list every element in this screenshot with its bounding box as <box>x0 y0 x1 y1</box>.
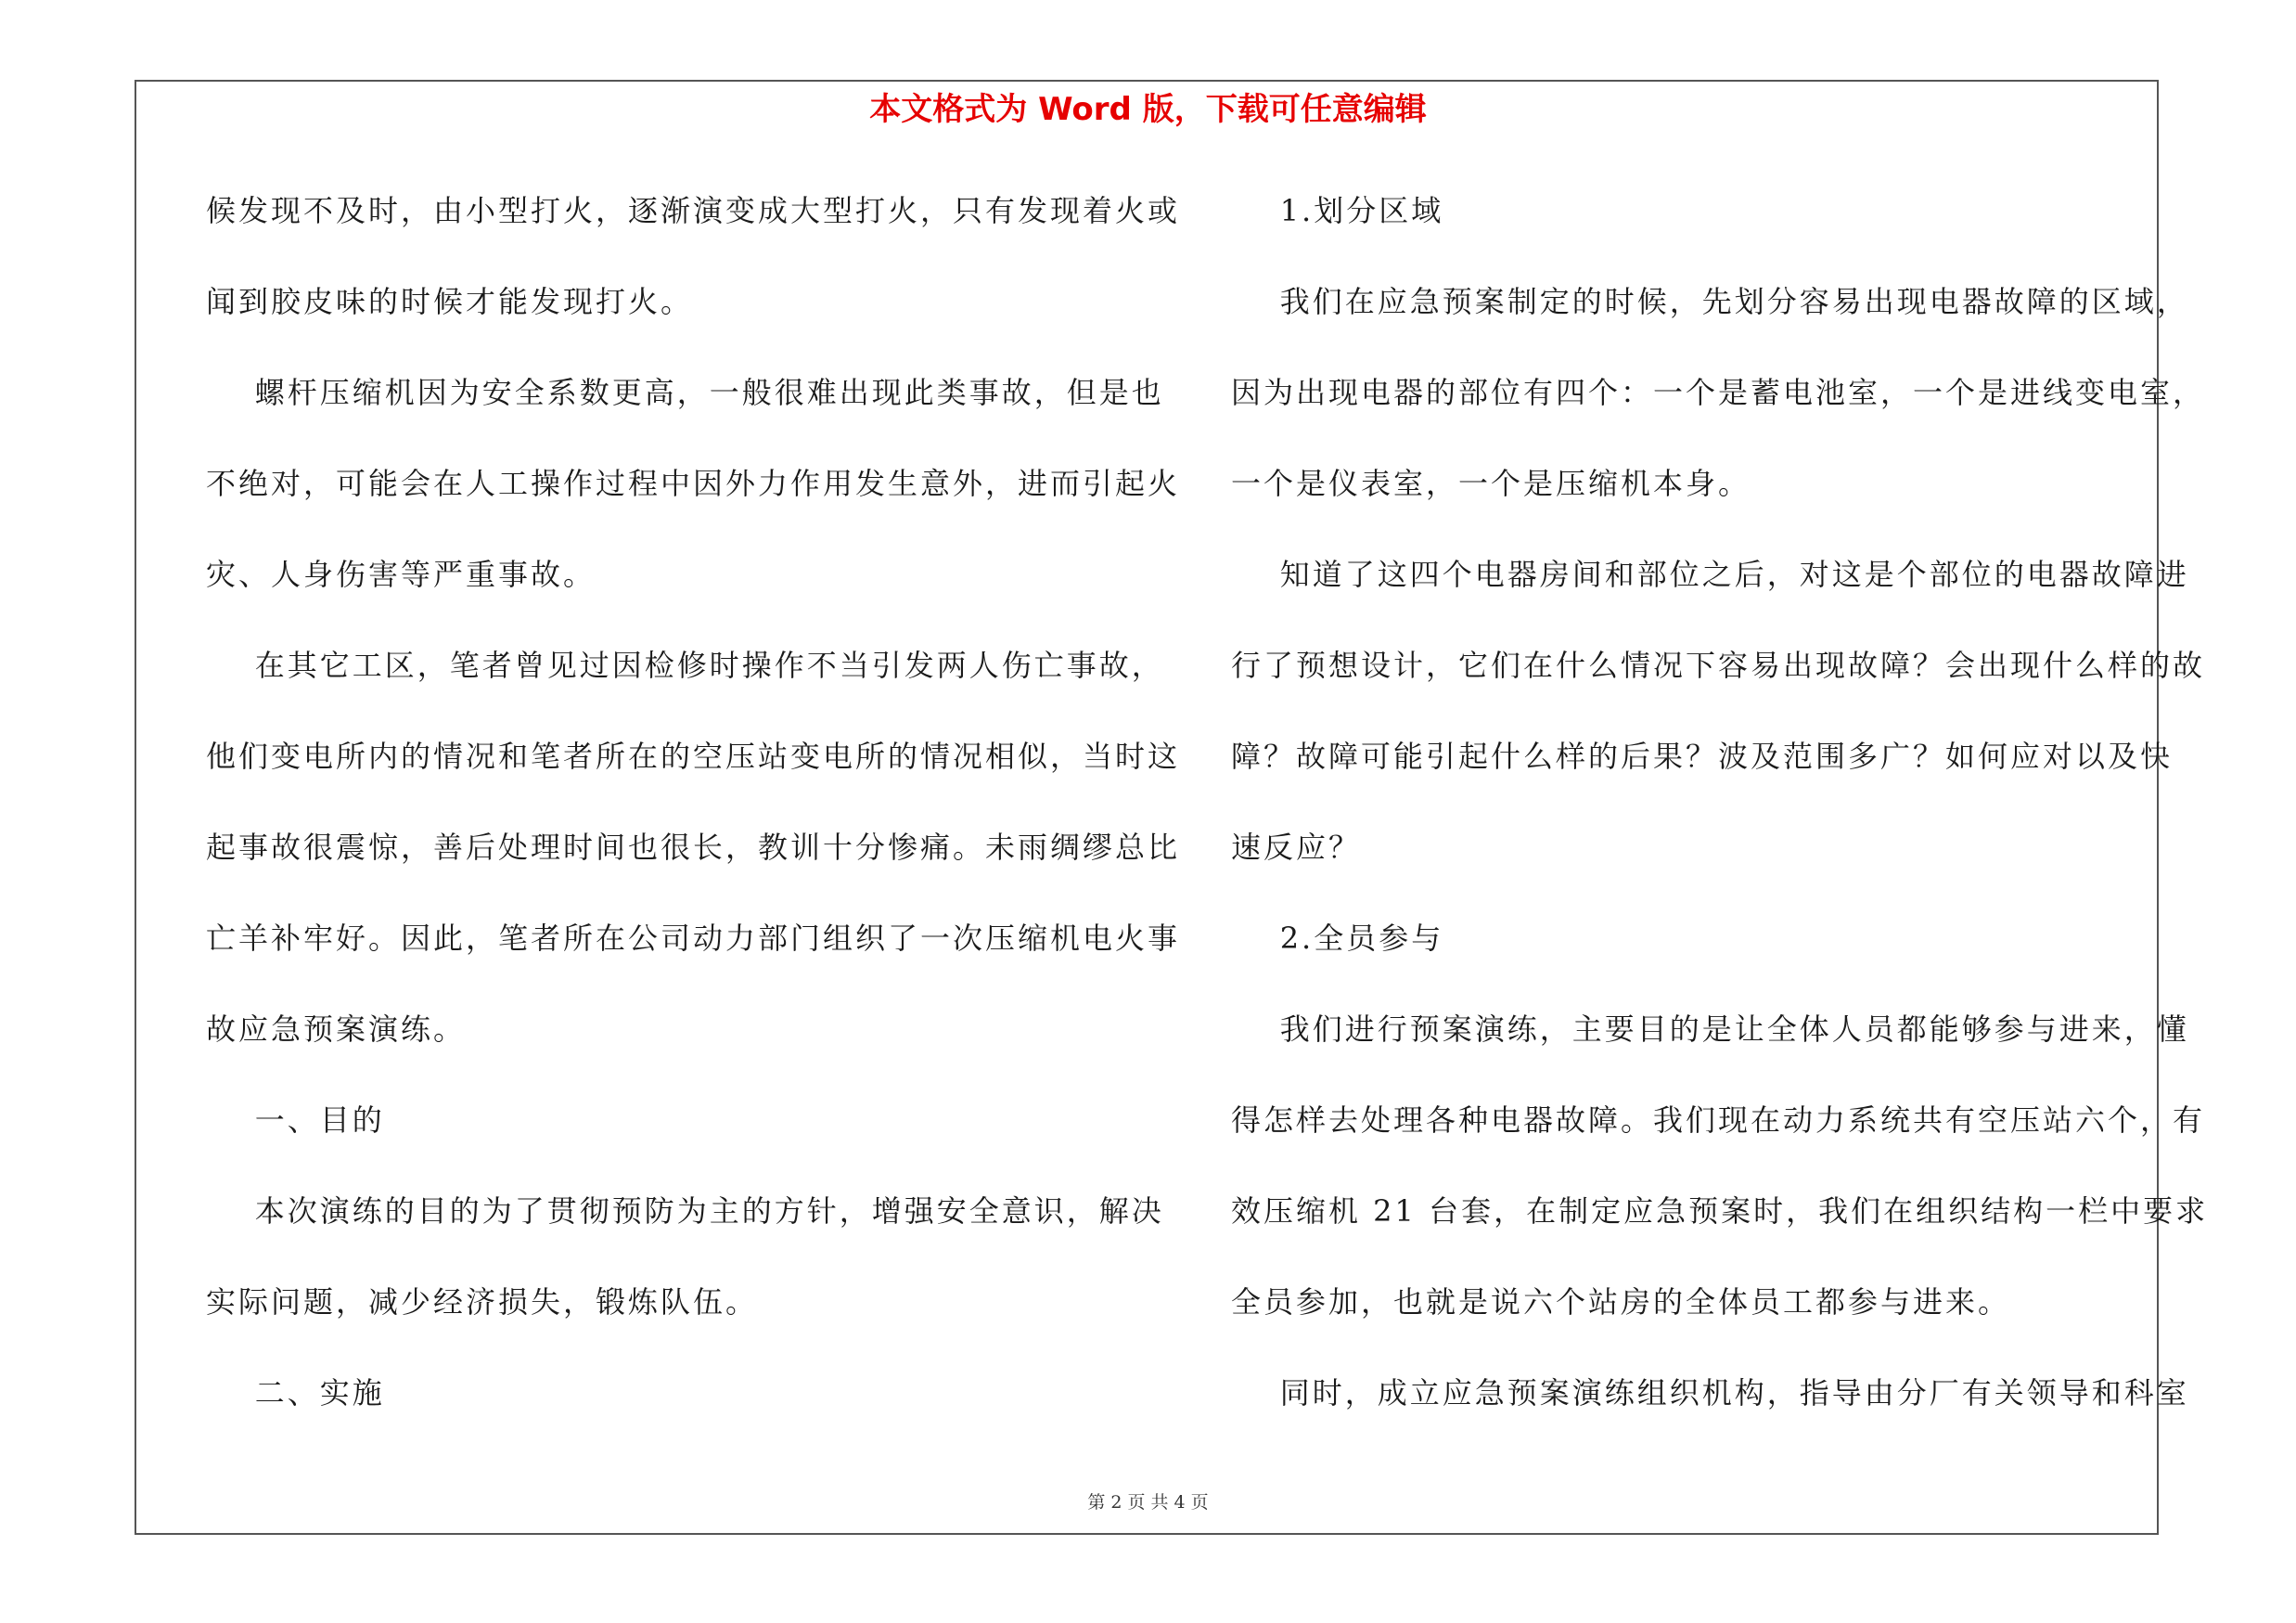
text-line: 障？故障可能引起什么样的后果？波及范围多广？如何应对以及快 <box>1231 739 2174 774</box>
text-line: 得怎样去处理各种电器故障。我们现在动力系统共有空压站六个，有 <box>1231 1102 2206 1138</box>
text-line: 效压缩机 21 台套，在制定应急预案时，我们在组织结构一栏中要求 <box>1231 1193 2209 1229</box>
right-column <box>1231 181 2209 1454</box>
text-line: 速反应？ <box>1231 830 1362 865</box>
page-number-footer: 第 2 页 共 4 页 <box>1087 1492 1209 1513</box>
text-line: 我们在应急预案制定的时候，先划分容易出现电器故障的区域， <box>1231 284 2189 319</box>
left-column <box>206 181 1181 1454</box>
text-line: 故应急预案演练。 <box>206 1011 467 1047</box>
text-line: 候发现不及时，由小型打火，逐渐演变成大型打火，只有发现着火或 <box>206 193 1181 228</box>
text-line: 我们进行预案演练，主要目的是让全体人员都能够参与进来，懂 <box>1231 1011 2189 1047</box>
text-line: 螺杆压缩机因为安全系数更高，一般很难出现此类事故，但是也 <box>206 375 1164 410</box>
text-line: 本次演练的目的为了贯彻预防为主的方针，增强安全意识，解决 <box>206 1193 1164 1229</box>
text-line: 亡羊补牢好。因此，笔者所在公司动力部门组织了一次压缩机电火事 <box>206 921 1181 956</box>
text-line: 闻到胶皮味的时候才能发现打火。 <box>206 284 694 319</box>
format-banner: 本文格式为 Word 版，下载可任意编辑 <box>869 91 1427 128</box>
text-line: 他们变电所内的情况和笔者所在的空压站变电所的情况相似，当时这 <box>206 739 1181 774</box>
text-line: 不绝对，可能会在人工操作过程中因外力作用发生意外，进而引起火 <box>206 466 1181 501</box>
section-heading: 2.全员参与 <box>1231 921 1444 956</box>
text-line: 全员参加，也就是说六个站房的全体员工都参与进来。 <box>1231 1284 2011 1320</box>
section-heading: 1.划分区域 <box>1231 193 1444 228</box>
text-line: 行了预想设计，它们在什么情况下容易出现故障？会出现什么样的故 <box>1231 648 2206 683</box>
text-line: 起事故很震惊，善后处理时间也很长，教训十分惨痛。未雨绸缪总比 <box>206 830 1181 865</box>
text-line: 知道了这四个电器房间和部位之后，对这是个部位的电器故障进 <box>1231 557 2189 592</box>
text-line: 实际问题，减少经济损失，锻炼队伍。 <box>206 1284 759 1320</box>
text-line: 灾、人身伤害等严重事故。 <box>206 557 596 592</box>
text-line: 因为出现电器的部位有四个：一个是蓄电池室，一个是进线变电室， <box>1231 375 2206 410</box>
section-heading: 一、目的 <box>206 1102 385 1138</box>
text-line: 同时，成立应急预案演练组织机构，指导由分厂有关领导和科室 <box>1231 1375 2189 1410</box>
text-line: 一个是仪表室，一个是压缩机本身。 <box>1231 466 1751 501</box>
section-heading: 二、实施 <box>206 1375 385 1410</box>
text-line: 在其它工区，笔者曾见过因检修时操作不当引发两人伤亡事故， <box>206 648 1164 683</box>
